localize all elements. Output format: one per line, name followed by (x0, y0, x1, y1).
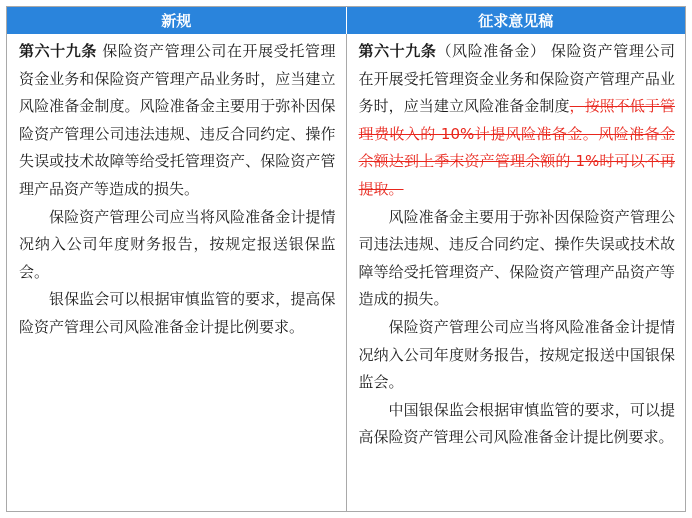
draft-paragraph-4: 中国银保监会根据审慎监管的要求，可以提高保险资产管理公司风险准备金计提比例要求。 (358, 400, 675, 447)
new-rules-paragraph-2: 保险资产管理公司应当将风险准备金计提情况纳入公司年度财务报告，按规定报送银保监会。 (19, 207, 336, 281)
new-rules-paragraph-3: 银保监会可以根据审慎监管的要求，提高保险资产管理公司风险准备金计提比例要求。 (19, 290, 336, 336)
article-number: 第六十九条 (358, 42, 437, 60)
deleted-text: ，按照不低于管理费收入的 10%计提风险准备金。风险准备金余额达到上季末资产管理余额的 1%时可以不再提取。 (358, 97, 675, 198)
draft-paragraph-2: 风险准备金主要用于弥补因保险资产管理公司违法违规、违反合同约定、操作失误或技术故障等给受托管理资产、保险资产管理产品资产等造成的损失。 (358, 207, 675, 309)
header-new-rules: 新规 (161, 12, 192, 30)
new-rules-column (7, 34, 346, 511)
table-body (7, 34, 685, 511)
article-number: 第六十九条 (19, 42, 97, 60)
draft-column (346, 34, 686, 511)
paragraph-text: 保险资产管理公司在开展受托管理资金业务和保险资产管理产品业务时，应当建立风险准备金制度。风险准备金主要用于弥补因保险资产管理公司违法违规、违反合同约定、操作失误或技术故障等给受托管理资产、保险资产管理产品资产等造成的损失。 (19, 42, 336, 198)
draft-paragraph-3: 保险资产管理公司应当将风险准备金计提情况纳入公司年度财务报告，按规定报送中国银保监会。 (358, 317, 675, 392)
new-rules-paragraph-1 (19, 38, 336, 204)
header-draft: 征求意见稿 (346, 7, 686, 34)
comparison-table (6, 6, 686, 512)
table-header (7, 7, 685, 34)
paragraph-text: （风险准备金） 保险资产管理公司在开展受托管理资金业务和保险资产管理产品业务时，应当建立风险准备金制度 (358, 42, 675, 116)
draft-paragraph-1 (359, 38, 676, 204)
